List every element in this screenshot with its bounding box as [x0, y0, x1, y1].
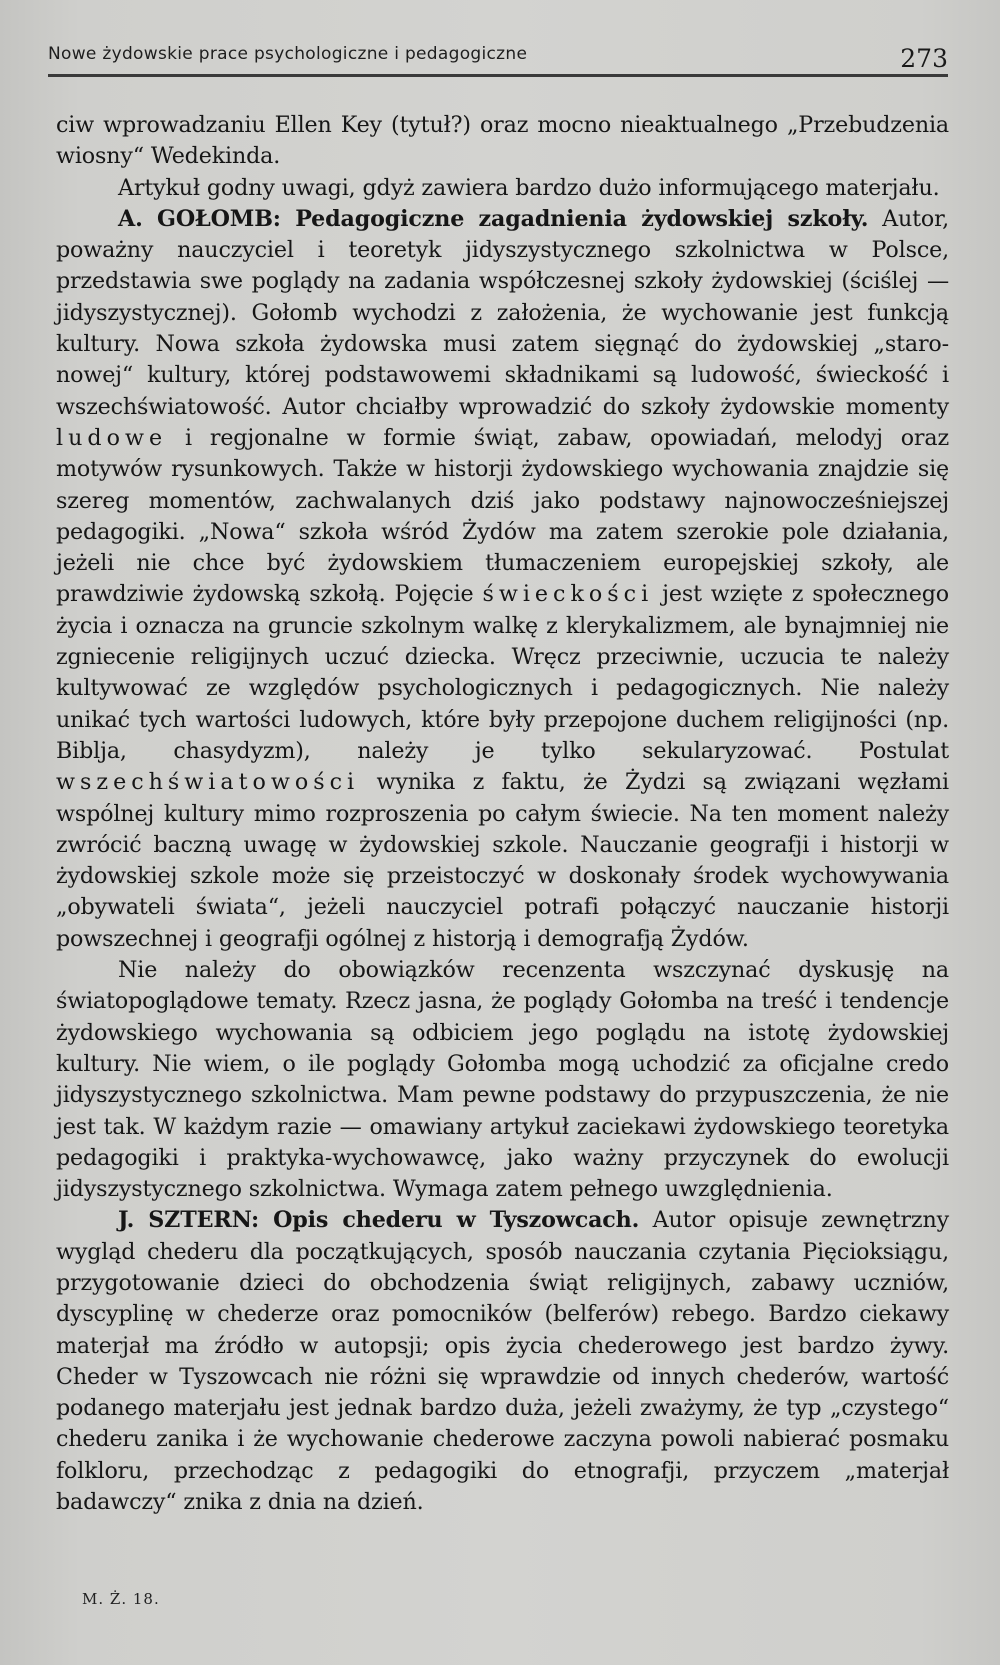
spaced-term-swieckosci: świeckości: [482, 581, 654, 608]
paragraph-3-text-4: wynika z faktu, że Żydzi są związani węzłami wspólnej kultury mimo rozproszenia po całym świecie. Na ten moment należy zwrócić baczną uwagę w żydowskiej szkole. Nauczanie geografji i historji w żydowskiej szkole może się przeistoczyć w doskonały środek wychowywania „obywateli świata“, jeżeli nauczyciel potrafi połączyć nauczanie historji powszechnej i geografji ogólnej z historją i demografją Żydów.: [56, 769, 949, 952]
paragraph-2: Artykuł godny uwagi, gdyż zawiera bardzo dużo informującego materjału.: [118, 174, 940, 201]
body-text: [56, 110, 949, 1518]
paragraph-3-text-2: i regjonalne w formie świąt, zabaw, opowiadań, melodyj oraz motywów rysunkowych. Także w historji żydowskiego wychowania znajdzie się szereg momentów, zachwalanych dziś jako podstawy najnowocześniejszej pedagogiki. „Nowa“ szkoła wśród Żydów ma zatem szerokie pole działania, jeżeli nie chce być żydowskiem tłumaczeniem europejskiej szkoły, ale prawdziwie żydowską szkołą. Pojęcie: [56, 424, 949, 608]
paragraph-5-text: Autor opisuje zewnętrzny wygląd chederu dla początkujących, sposób nauczania czytania Pięcioksiągu, przygotowanie dzieci do obchodzenia świąt religijnych, zabawy uczniów, dyscyplinę w chederze oraz pomocników (belferów) rebego. Bardzo ciekawy materjał ma źródło w autopsji; opis życia chederowego jest bardzo żywy. Cheder w Tyszowcach nie różni się wprawdzie od innych chederów, wartość podanego materjału jest jednak bardzo duża, jeżeli zważymy, że typ „czystego“ chederu zanika i że wychowanie chederowe zaczyna powoli nabierać posmaku folkloru, przechodząc z pedagogiki do etnografji, przyczem „materjał badawczy“ znika z dnia na dzień.: [56, 1207, 949, 1516]
review-heading-sztern: J. SZTERN: Opis chederu w Tyszowcach.: [118, 1207, 640, 1234]
header-rule: [48, 74, 948, 77]
spaced-term-ludowe: ludowe: [56, 424, 168, 451]
paragraph-3: [56, 204, 949, 955]
paragraph-3-text-1: Autor, poważny nauczyciel i teoretyk jidyszystycznego szkolnictwa w Polsce, przedstawia swe poglądy na zadania współczesnej szkoły żydowskiej (ściślej — jidyszystycznej). Gołomb wychodzi z założenia, że wychowanie jest funkcją kultury. Nowa szkoła żydowska musi zatem sięgnąć do żydowskiej „staro-nowej“ kultury, której podstawowemi składnikami są ludowość, świeckość i wszechświatowość. Autor chciałby wprowadzić do szkoły żydowskie momenty: [56, 205, 949, 420]
paragraph-3-text-3: jest wzięte z społecznego życia i oznacza na gruncie szkolnym walkę z klerykalizmem, ale bynajmniej nie zgniecenie religijnych uczuć dziecka. Wręcz przeciwnie, uczucia te należy kultywować ze względów psychologicznych i pedagogicznych. Nie należy unikać tych wartości ludowych, które były przepojone duchem religijności (np. Biblja, chasydyzm), należy je tylko sekularyzować. Postulat: [56, 581, 949, 764]
spaced-term-wszechswiatowosci: wszechświatowości: [56, 769, 360, 796]
paragraph-5: [56, 1205, 949, 1518]
paragraph-1: ciw wprowadzaniu Ellen Key (tytuł?) oraz mocno nieaktualnego „Przebudzenia wiosny“ Wedekinda.: [56, 112, 949, 170]
page-header: [48, 38, 948, 78]
page-number: 273: [900, 44, 948, 73]
review-heading-golomb: A. GOŁOMB: Pedagogiczne zagadnienia żydowskiej szkoły.: [118, 205, 869, 232]
paragraph-4: Nie należy do obowiązków recenzenta wszczynać dyskusję na światopoglądowe tematy. Rzecz jasna, że poglądy Gołomba na treść i tendencje żydowskiego wychowania są odbiciem jego poglądu na istotę żydowskiej kultury. Nie wiem, o ile poglądy Gołomba mogą uchodzić za oficjalne credo jidyszystycznego szkolnictwa. Mam pewne podstawy do przypuszczenia, że nie jest tak. W każdym razie — omawiany artykuł zaciekawi żydowskiego teoretyka pedagogiki i praktyka-wychowawcę, jako ważny przyczynek do ewolucji jidyszystycznego szkolnictwa. Wymaga zatem pełnego uwzględnienia.: [56, 957, 949, 1203]
signature-mark: M. Ż. 18.: [82, 1590, 160, 1608]
running-title: Nowe żydowskie prace psychologiczne i pedagogiczne: [48, 44, 528, 64]
